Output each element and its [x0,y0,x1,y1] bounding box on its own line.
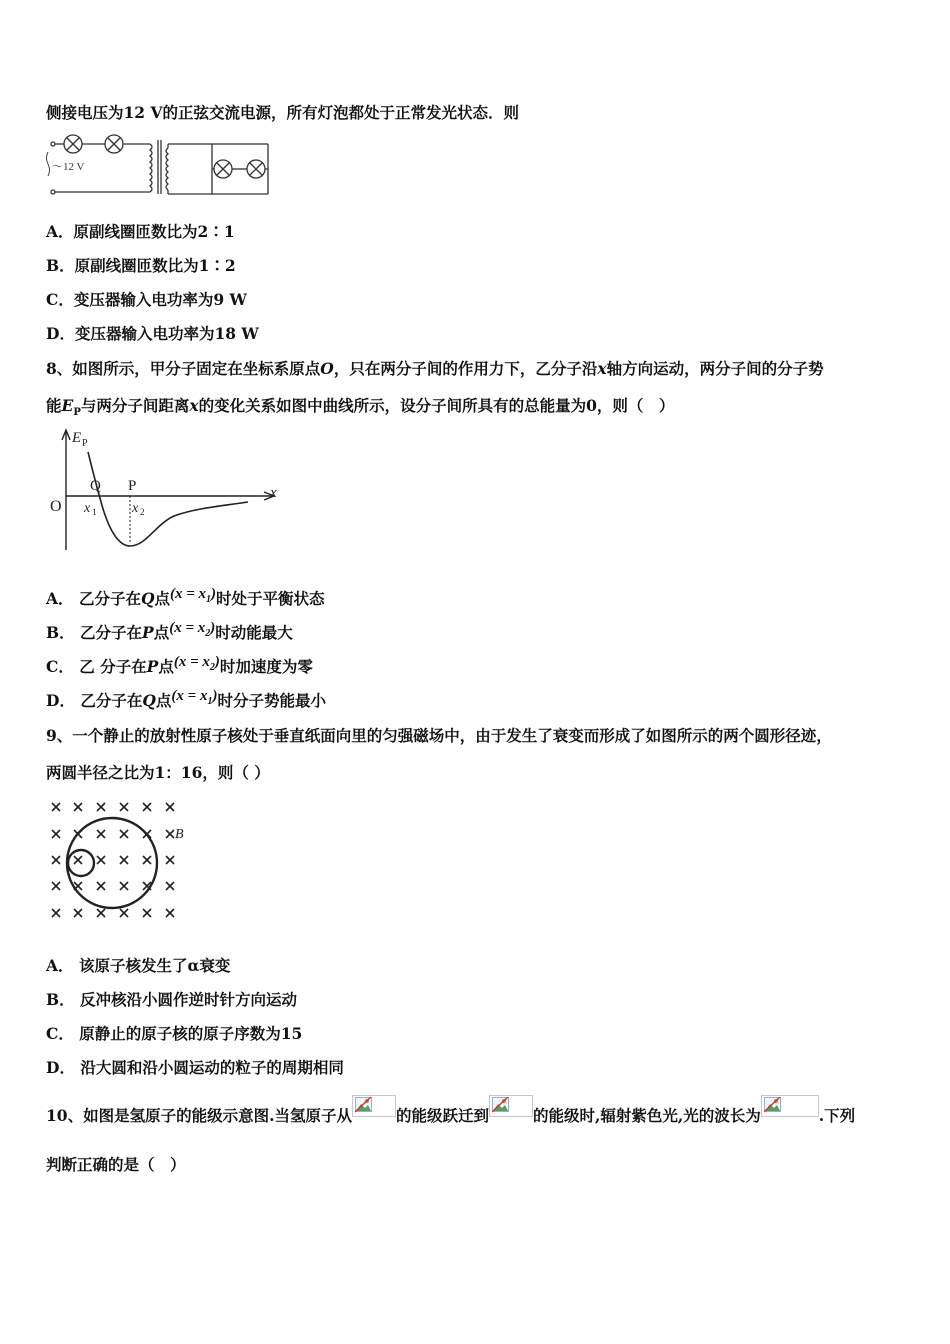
graph-y-label: E [72,430,82,446]
broken-image-icon [761,1095,819,1117]
field-cross-mark [166,909,174,917]
field-cross-mark [74,909,82,917]
field-cross-mark [97,909,105,917]
q7-option-a: A．原副线圈匝数比为2∶1 [46,222,235,241]
voltage-label: ～12 V [52,161,85,173]
field-cross-mark [97,830,105,838]
q9-option-a: A． 该原子核发生了α衰变 [46,956,231,975]
q7-option-d: D．变压器输入电功率为18 W [46,324,259,343]
field-cross-mark [143,803,151,811]
graph-point-q: Q [90,478,101,494]
graph-x2-sub: 2 [140,507,145,517]
field-cross-mark [120,909,128,917]
field-b-label: B [175,827,184,842]
q10-stem-line1: 10、如图是氢原子的能级示意图.当氢原子从 的能级跃迁到 的能级时,辐射紫色光,光的波长为 .下列 [46,1095,855,1126]
q7-option-c: C．变压器输入电功率为9 W [46,290,247,309]
field-cross-mark [166,830,174,838]
potential-energy-graph [44,426,284,554]
graph-origin: O [50,498,62,515]
field-cross-mark [120,830,128,838]
transformer-circuit-figure [44,128,276,196]
field-cross-mark [166,803,174,811]
graph-x-axis-label: x [270,485,277,501]
q9-option-b: B． 反冲核沿小圆作逆时针方向运动 [46,990,298,1009]
graph-y-sub: P [82,438,88,449]
field-cross-mark [74,803,82,811]
q8-option-b: B． 乙分子在P点$(x = x_2)$时动能最大 [46,620,293,642]
field-cross-mark [166,882,174,890]
field-cross-mark [97,882,105,890]
field-cross-mark [52,856,60,864]
field-cross-mark [120,856,128,864]
graph-point-p: P [128,478,137,494]
field-cross-mark [52,882,60,890]
broken-image-icon [489,1095,533,1117]
field-cross-mark [74,856,82,864]
q7-intro: 侧接电压为12 V的正弦交流电源，所有灯泡都处于正常发光状态．则 [46,103,519,122]
graph-x1-label: x [84,501,91,516]
field-cross-mark [120,803,128,811]
broken-image-icon [352,1095,396,1117]
magnetic-field-figure [44,796,204,922]
q8-option-d: D． 乙分子在Q点$(x = x_1)$时分子势能最小 [46,688,326,710]
q9-option-c: C． 原静止的原子核的原子序数为15 [46,1024,303,1043]
field-cross-mark [143,909,151,917]
field-cross-mark [97,803,105,811]
q8-stem-line1: 8、如图所示，甲分子固定在坐标系原点O，只在两分子间的作用力下，乙分子沿x轴方向运动，两分子间的分子势 [46,359,824,378]
field-cross-mark [166,856,174,864]
field-cross-mark [52,803,60,811]
q9-stem-line2: 两圆半径之比为1：16，则（ ） [46,763,270,782]
field-cross-mark [52,909,60,917]
field-cross-mark [143,856,151,864]
graph-curve [88,452,248,546]
q8-option-c: C． 乙 分子在P点$(x = x_2)$时加速度为零 [46,654,313,676]
field-cross-mark [97,856,105,864]
q10-stem-line2: 判断正确的是（ ） [46,1155,186,1174]
graph-x2-label: x [132,501,139,516]
q8-stem-line2: 能$E_P$与两分子间距离x的变化关系如图中曲线所示，设分子间所具有的总能量为0，则（ ） [46,396,675,419]
field-cross-mark [120,882,128,890]
q9-stem-line1: 9、一个静止的放射性原子核处于垂直纸面向里的匀强磁场中，由于发生了衰变而形成了如图所示的两个圆形径迹， [46,726,832,745]
q9-option-d: D． 沿大圆和沿小圆运动的粒子的周期相同 [46,1058,344,1077]
graph-x1-sub: 1 [92,507,97,517]
q7-option-b: B．原副线圈匝数比为1∶2 [46,256,236,275]
q8-option-a: A． 乙分子在Q点$(x = x_1)$时处于平衡状态 [46,586,325,608]
field-cross-mark [52,830,60,838]
